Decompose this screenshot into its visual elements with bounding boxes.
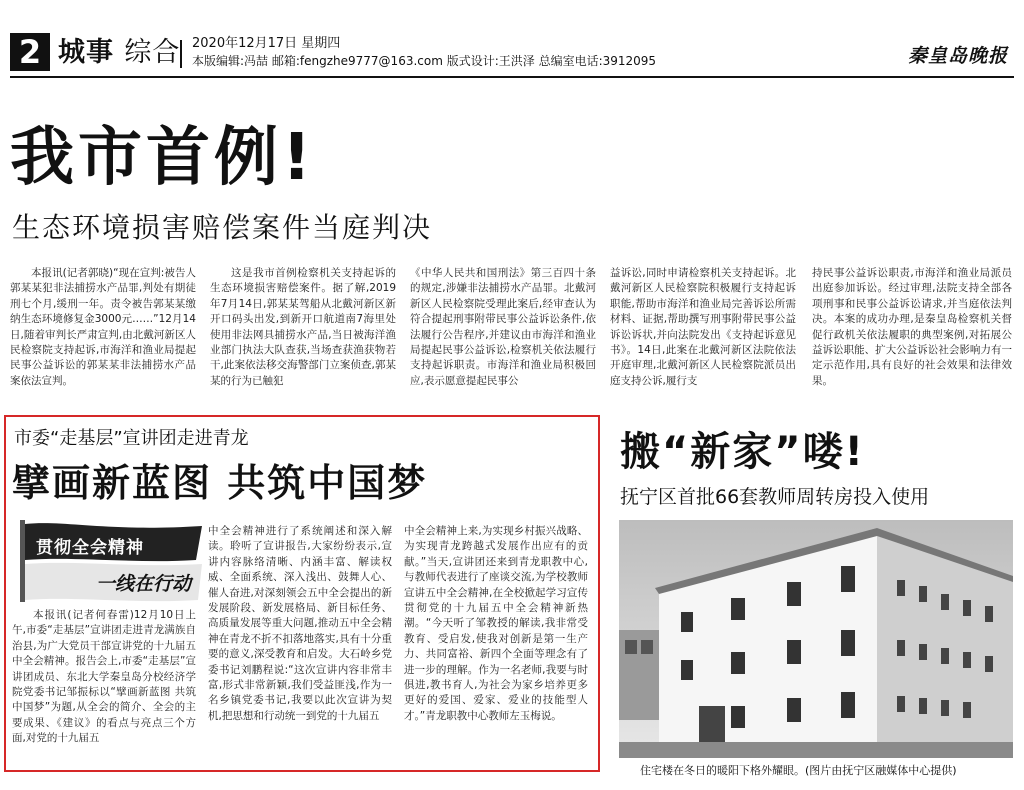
masthead-rule — [10, 76, 1014, 78]
lead-column-3: 《中华人民共和国刑法》第三百四十条的规定,涉嫌非法捕捞水产品罪。北戴河新区人民检察院受理此案后,经审查认为符合提起刑事附带民事公益诉讼条件,依法履行公告程序,并建议由市海洋和渔业局提起民事公益诉讼,检察机关依法履行支持起诉职责。市海洋和渔业局积极回应,表示愿意提起民事公 — [410, 267, 596, 387]
lead-headline: 我市首例! — [10, 121, 316, 195]
section-sub-label: 综合 — [124, 37, 181, 68]
flag-line-1: 贯彻全会精神 — [36, 538, 144, 558]
right-story-title: 搬“新家”喽! — [620, 429, 865, 475]
teacher-apartment-photo — [619, 520, 1013, 758]
framed-story-kicker: 市委“走基层”宣讲团走进青龙 — [14, 428, 249, 449]
lead-column-5: 持民事公益诉讼职责,市海洋和渔业局派员出庭参加诉讼。经过审理,法院支持全部各项刑事和民事公益诉讼请求,并当庭依法判决。本案的成功办理,是秦皇岛检察机关督促行政机关依法履职的典型案例,对拓展公益诉讼职能、扩大公益诉讼社会影响力有一定示范作用,具有良好的社会效果和法律效果。 — [812, 267, 1012, 387]
framed-story-column-1: 本报讯(记者何春雷)12月10日上午,市委“走基层”宣讲团走进青龙满族自治县,为广大党员干部宣讲党的十九届五中全会精神。报告会上,市委“走基层”宣讲团成员、东北大学秦皇岛分校经济学院党委书记邹振标以“擘画新蓝图 共筑中国梦”为题,从全会的简介、全会的主要成果、《建议》的看点与亮点三个方面,对党的十九届五 — [12, 609, 196, 745]
page-number-badge: 2 — [10, 33, 50, 71]
section-name — [58, 36, 180, 70]
issue-date: 2020年12月17日 星期四 — [192, 36, 341, 51]
framed-story-title: 擘画新蓝图 共筑中国梦 — [12, 461, 428, 505]
lead-column-2: 这是我市首例检察机关支持起诉的生态环境损害赔偿案件。据了解,2019年7月14日,郭某某驾船从北戴河新区新开口码头出发,到新开口航道南7海里处使用非法网具捕捞水产品,当日被海洋渔业部门执法大队查获,当场查获渔获物若干,此案依法移交海警部门立案侦查,郭某某的行为已触犯 — [210, 267, 396, 387]
newspaper-logo: 秦皇岛晚报 — [907, 45, 1008, 67]
framed-story-column-3: 中全会精神上来,为实现乡村振兴战略、为实现青龙跨越式发展作出应有的贡献。”当天,宣讲团还来到青龙职教中心,与教师代表进行了座谈交流,为学校教师宣讲五中全会精神,在全校掀起学习宣传贯彻党的十九届五中全会精神新热潮。“今天听了邹教授的解读,我非常受教育、受启发,使我对创新是第一生产力、共同富裕、新四个全面等理念有了进一步的理解。作为一名老师,我要与时俱进,教书育人,为社会为家乡培养更多更好的爱国、爱家、爱业的技能型人才。”青龙职教中心教师左玉梅说。 — [404, 525, 588, 722]
lead-column-1: 本报讯(记者郭晓)“现在宣判:被告人郭某某犯非法捕捞水产品罪,判处有期徒刑七个月,缓刑一年。责令被告郭某某缴纳生态环境修复金3000元……”12月14日,随着审判长严肃宣判,由北戴河新区人民检察院支持起诉,市海洋和渔业局提起民事公益诉讼的郭某某非法捕捞水产品案依法宣判。 — [10, 267, 196, 387]
flag-line-2: 一线在行动 — [96, 573, 192, 595]
section-main-label: 城事 — [58, 37, 114, 68]
editor-info: 本版编辑:冯喆 邮箱:fengzhe9777@163.com 版式设计:王洪泽 总编室电话:3912095 — [192, 54, 657, 68]
framed-story-column-2: 中全会精神进行了系统阐述和深入解读。聆听了宣讲报告,大家纷纷表示,宣讲内容脉络清晰、内涵丰富、解读权威、全面系统、深入浅出、鼓舞人心、催人奋进,对深刻领会五中全会提出的新发展阶段、新发展格局、新目标任务、高质量发展等重大问题,推动五中全会精神在青龙不折不扣落地落实,具有十分重要的意义,深受教育和启发。大石岭乡党委书记刘鹏程说:“这次宣讲内容非常丰富,形式非常新颖,我们受益匪浅,作为一名乡镇党委书记,我要以此次宣讲为契机,把思想和行动统一到党的十九届五 — [208, 525, 392, 722]
lead-subheadline: 生态环境损害赔偿案件当庭判决 — [12, 211, 433, 244]
lead-column-4: 益诉讼,同时申请检察机关支持起诉。北戴河新区人民检察院积极履行支持起诉职能,帮助市海洋和渔业局完善诉讼所需材料、证据,帮助撰写刑事附带民事公益诉讼诉状,并向法院发出《支持起诉意见书》。14日,此案在北戴河新区法院依法开庭审理,北戴河新区人民检察院派员出庭支持公诉,履行支 — [610, 267, 796, 387]
photo-caption: 住宅楼在冬日的暖阳下格外耀眼。(图片由抚宁区融媒体中心提供) — [640, 764, 957, 777]
masthead-divider — [180, 40, 182, 68]
right-story-subtitle: 抚宁区首批66套教师周转房投入使用 — [620, 486, 930, 508]
